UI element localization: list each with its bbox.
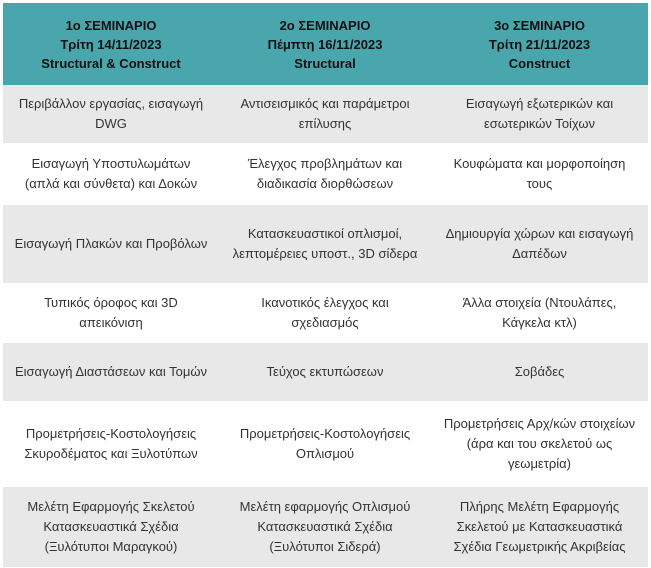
- table-cell: Περιβάλλον εργασίας, εισαγωγή DWG: [3, 85, 219, 144]
- seminar-topic: Structural: [294, 55, 356, 71]
- table-row: [3, 402, 648, 487]
- table-cell: Εισαγωγή Διαστάσεων και Τομών: [3, 343, 219, 402]
- seminar-date: Πέμπτη 16/11/2023: [267, 36, 383, 52]
- table-cell: Κουφώματα και μορφοποίηση τους: [431, 144, 648, 205]
- seminar-schedule: [3, 3, 648, 563]
- table-cell: Προμετρήσεις-Κοστολογήσεις Οπλισμού: [219, 402, 431, 487]
- table-row: [3, 487, 648, 568]
- seminar-1-header: [3, 3, 219, 85]
- table-cell: Μελέτη Εφαρμογής Σκελετού Κατασκευαστικά Σχέδια (Ξυλότυποι Μαραγκού): [3, 487, 219, 568]
- table-row: [3, 284, 648, 343]
- table-cell: Κατασκευαστικοί οπλισμοί, λεπτομέρειες υποστ., 3D σίδερα: [219, 205, 431, 284]
- table-row: [3, 144, 648, 205]
- table-cell: Ικανοτικός έλεγχος και σχεδιασμός: [219, 284, 431, 343]
- seminar-2-header: [219, 3, 431, 85]
- seminar-date: Τρίτη 14/11/2023: [60, 36, 162, 52]
- table-cell: Μελέτη εφαρμογής Οπλισμού Κατασκευαστικά Σχέδια (Ξυλότυποι Σιδερά): [219, 487, 431, 568]
- table-cell: Αντισεισμικός και παράμετροι επίλυσης: [219, 85, 431, 144]
- table-cell: Τεύχος εκτυπώσεων: [219, 343, 431, 402]
- table-cell: Πλήρης Μελέτη Εφαρμογής Σκελετού με Κατασκευαστικά Σχέδια Γεωμετρικής Ακριβείας: [431, 487, 648, 568]
- seminar-topic: Structural & Construct: [41, 55, 181, 71]
- seminar-3-header: [431, 3, 648, 85]
- table-cell: Σοβάδες: [431, 343, 648, 402]
- seminar-title: 2ο ΣΕΜΙΝΑΡΙΟ: [279, 17, 371, 33]
- table-cell: Προμετρήσεις Αρχ/κών στοιχείων (άρα και του σκελετού ως γεωμετρία): [431, 402, 648, 487]
- table-row: [3, 205, 648, 284]
- table-cell: Εισαγωγή Πλακών και Προβόλων: [3, 205, 219, 284]
- seminar-title: 1ο ΣΕΜΙΝΑΡΙΟ: [65, 17, 157, 33]
- table-cell: Προμετρήσεις-Κοστολογήσεις Σκυροδέματος και Ξυλοτύπων: [3, 402, 219, 487]
- table-row: [3, 85, 648, 144]
- table-cell: Έλεγχος προβλημάτων και διαδικασία διορθώσεων: [219, 144, 431, 205]
- table-cell: Τυπικός όροφος και 3D απεικόνιση: [3, 284, 219, 343]
- table-cell: Άλλα στοιχεία (Ντουλάπες, Κάγκελα κτλ): [431, 284, 648, 343]
- table-cell: Δημιουργία χώρων και εισαγωγή Δαπέδων: [431, 205, 648, 284]
- header-row: [3, 3, 648, 85]
- seminar-topic: Construct: [508, 55, 571, 71]
- table-cell: Εισαγωγή Υποστυλωμάτων (απλά και σύνθετα) και Δοκών: [3, 144, 219, 205]
- table-row: [3, 343, 648, 402]
- seminar-table: [3, 3, 648, 568]
- seminar-date: Τρίτη 21/11/2023: [488, 36, 591, 52]
- seminar-title: 3ο ΣΕΜΙΝΑΡΙΟ: [494, 17, 585, 33]
- table-cell: Εισαγωγή εξωτερικών και εσωτερικών Τοίχων: [431, 85, 648, 144]
